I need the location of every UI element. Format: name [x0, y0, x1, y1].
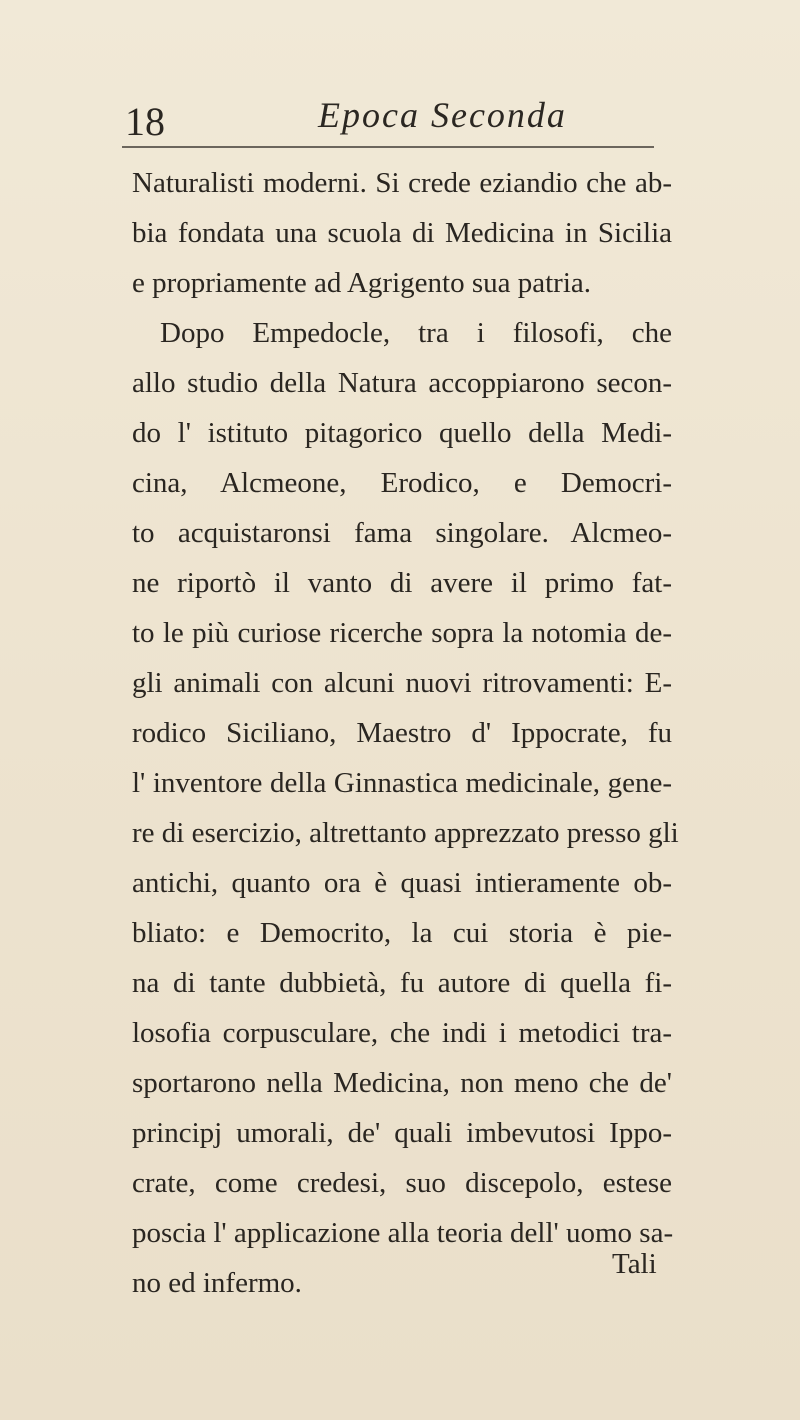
- text-line: allo studio della Natura accoppiarono secon-: [132, 367, 672, 399]
- text-line: na di tante dubbietà, fu autore di quella fi-: [132, 967, 672, 999]
- text-line: Naturalisti moderni. Si crede eziandio che ab-: [132, 167, 672, 199]
- text-line: bliato: e Democrito, la cui storia è pie-: [132, 917, 672, 949]
- text-line: cina, Alcmeone, Erodico, e Democri-: [132, 467, 672, 499]
- text-line: bia fondata una scuola di Medicina in Sicilia: [132, 217, 672, 249]
- text-line: antichi, quanto ora è quasi intieramente ob-: [132, 867, 672, 899]
- text-line: Dopo Empedocle, tra i filosofi, che: [160, 317, 672, 349]
- text-line: gli animali con alcuni nuovi ritrovamenti: E-: [132, 667, 672, 699]
- text-line: re di esercizio, altrettanto apprezzato presso gli: [132, 817, 679, 849]
- text-line: rodico Siciliano, Maestro d' Ippocrate, fu: [132, 717, 672, 749]
- catchword: Tali: [612, 1248, 657, 1280]
- text-line: l' inventore della Ginnastica medicinale, gene-: [132, 767, 672, 799]
- text-line: do l' istituto pitagorico quello della Medi-: [132, 417, 672, 449]
- page-header: [0, 92, 800, 152]
- text-line: sportarono nella Medicina, non meno che de': [132, 1067, 672, 1099]
- header-rule: [122, 146, 654, 148]
- text-line: principj umorali, de' quali imbevutosi Ippo-: [132, 1117, 672, 1149]
- text-line: to le più curiose ricerche sopra la notomia de-: [132, 617, 672, 649]
- text-line: poscia l' applicazione alla teoria dell' uomo sa-: [132, 1217, 674, 1249]
- running-head: Epoca Seconda: [318, 95, 567, 135]
- text-line: ne riportò il vanto di avere il primo fat-: [132, 567, 672, 599]
- text-line: to acquistaronsi fama singolare. Alcmeo-: [132, 517, 672, 549]
- text-line: no ed infermo.: [132, 1267, 302, 1299]
- text-line: crate, come credesi, suo discepolo, estese: [132, 1167, 672, 1199]
- body-text: [132, 158, 679, 1308]
- text-line: e propriamente ad Agrigento sua patria.: [132, 267, 592, 299]
- text-line: losofia corpusculare, che indi i metodici tra-: [132, 1017, 672, 1049]
- page-number: 18: [125, 99, 165, 144]
